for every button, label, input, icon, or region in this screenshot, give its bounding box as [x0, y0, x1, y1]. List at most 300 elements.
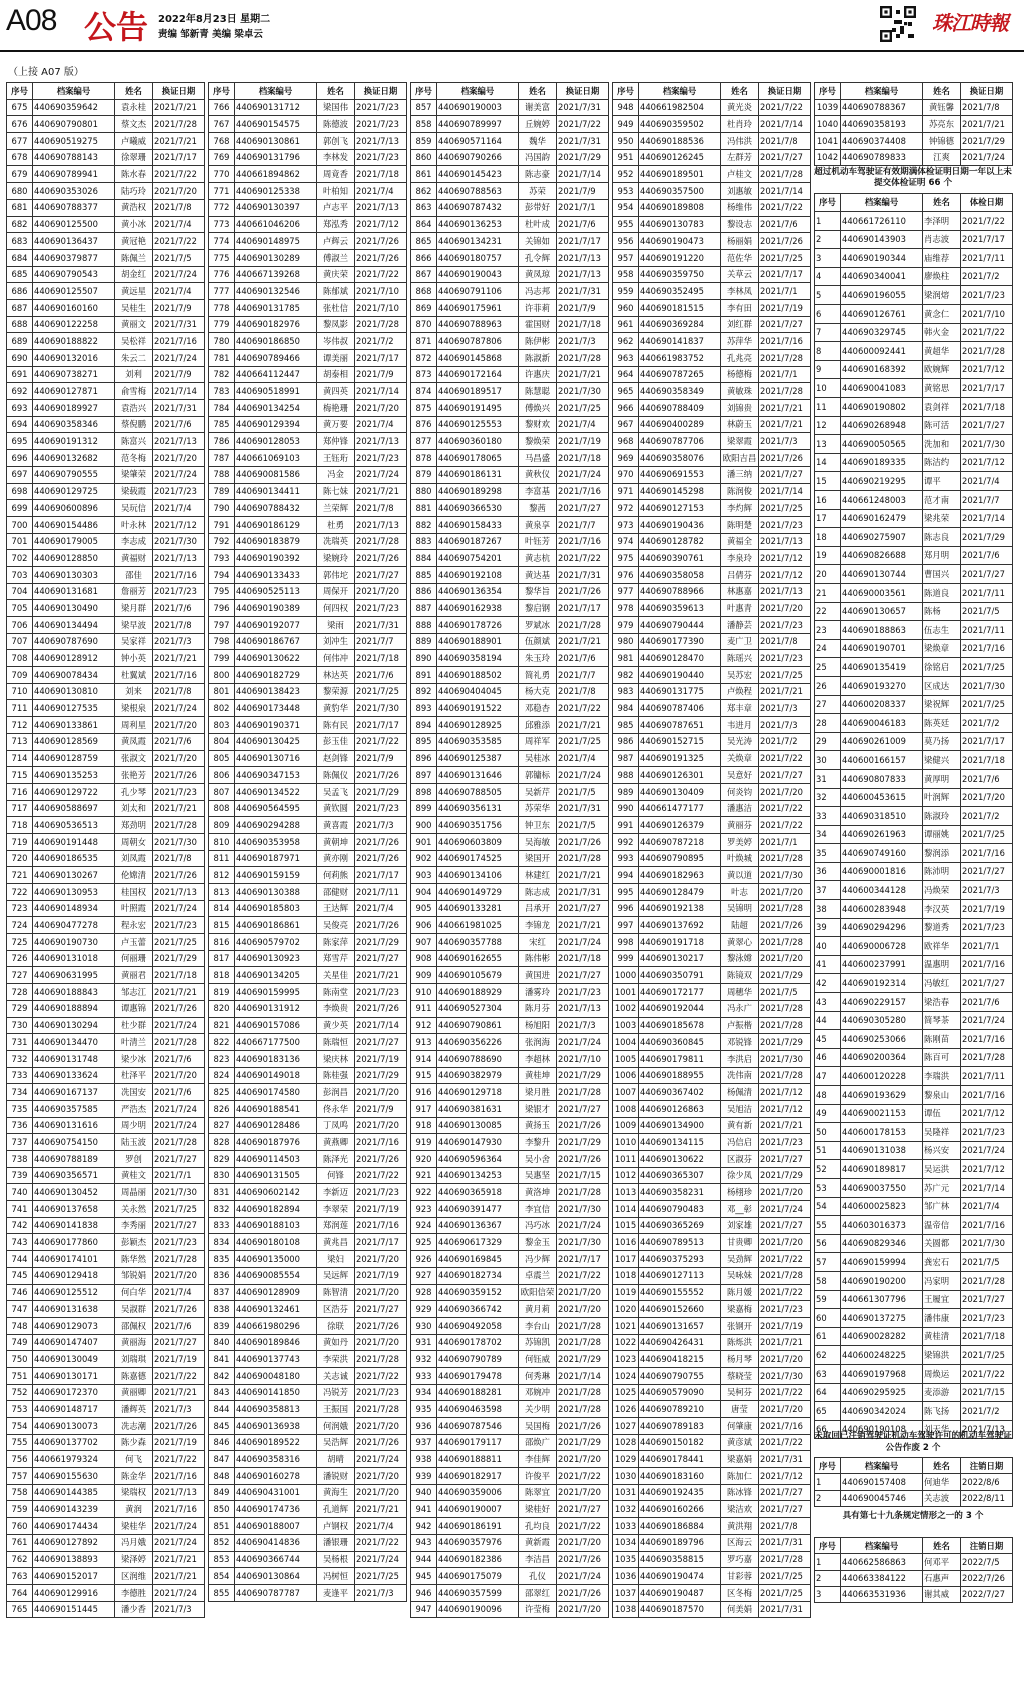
- row-name: 邓婉冲: [519, 1384, 557, 1401]
- row-file-number: 440690366742: [437, 1301, 519, 1318]
- table-row: [7, 416, 205, 433]
- table-row: [7, 750, 205, 767]
- row-date: 2021/7/12: [759, 1084, 811, 1101]
- row-seq: 898: [411, 783, 437, 800]
- row-date: 2021/7/21: [153, 133, 205, 150]
- row-seq: 883: [411, 533, 437, 550]
- row-name: 陈冰锋: [721, 1484, 759, 1501]
- row-name: 吴苏宏: [721, 667, 759, 684]
- row-file-number: 440690379877: [33, 249, 115, 266]
- row-date: 2021/7/13: [153, 884, 205, 901]
- table-row: [411, 750, 609, 767]
- row-date: 2021/7/17: [557, 1251, 609, 1268]
- row-seq: 910: [411, 984, 437, 1001]
- row-name: 黄浩权: [115, 199, 153, 216]
- row-file-number: 440690141837: [639, 333, 721, 350]
- row-file-number: 440690114503: [235, 1151, 317, 1168]
- table-row: [7, 233, 205, 250]
- row-file-number: 440690133861: [33, 717, 115, 734]
- column-header: 序号: [411, 83, 437, 100]
- row-file-number: 440690754150: [33, 1134, 115, 1151]
- table-row: [209, 266, 407, 283]
- table-row: [7, 1251, 205, 1268]
- row-file-number: 440690129722: [33, 783, 115, 800]
- row-name: 黎焕荣: [519, 433, 557, 450]
- row-file-number: 440690790266: [437, 149, 519, 166]
- table-row: [209, 633, 407, 650]
- row-date: 2021/7/25: [759, 1584, 811, 1601]
- table-row: [209, 283, 407, 300]
- row-seq: 1019: [613, 1284, 639, 1301]
- row-date: 2021/7/26: [153, 767, 205, 784]
- row-name: 丘婉婷: [519, 116, 557, 133]
- table-row: [815, 1346, 1013, 1365]
- row-date: 2021/7/19: [355, 1050, 407, 1067]
- row-file-number: 440690188929: [437, 984, 519, 1001]
- table-row: [815, 116, 1013, 133]
- row-seq: 716: [7, 783, 33, 800]
- row-file-number: 440690147407: [33, 1334, 115, 1351]
- table-row: [411, 733, 609, 750]
- row-seq: 717: [7, 800, 33, 817]
- row-name: 李宜信: [519, 1201, 557, 1218]
- row-date: 2021/7/20: [557, 1301, 609, 1318]
- table-row: [209, 116, 407, 133]
- row-file-number: 440690754201: [437, 550, 519, 567]
- table-header-row: [613, 83, 811, 100]
- row-seq: 835: [209, 1251, 235, 1268]
- row-seq: 1013: [613, 1184, 639, 1201]
- table-row: [613, 750, 811, 767]
- row-seq: 921: [411, 1167, 437, 1184]
- row-date: 2021/7/17: [355, 350, 407, 367]
- row-date: 2021/7/17: [355, 717, 407, 734]
- table-row: [411, 717, 609, 734]
- table-row: [411, 1134, 609, 1151]
- row-name: 何邓平: [923, 1554, 961, 1570]
- table-row: [815, 1104, 1013, 1123]
- table-row: [7, 733, 205, 750]
- row-seq: 28: [815, 714, 841, 733]
- row-file-number: 440690268948: [841, 416, 923, 435]
- row-date: 2021/7/16: [557, 533, 609, 550]
- row-seq: 1001: [613, 984, 639, 1001]
- row-seq: 1031: [613, 1484, 639, 1501]
- table-row: [7, 500, 205, 517]
- row-file-number: 440690190436: [639, 516, 721, 533]
- row-file-number: 440690136253: [437, 216, 519, 233]
- table-row: [411, 900, 609, 917]
- row-seq: 789: [209, 483, 235, 500]
- row-date: 2021/7/25: [961, 1346, 1013, 1365]
- row-name: 杜翼斌: [115, 667, 153, 684]
- row-file-number: 440690132016: [33, 350, 115, 367]
- row-seq: 687: [7, 299, 33, 316]
- row-seq: 876: [411, 416, 437, 433]
- table-row: [613, 116, 811, 133]
- row-file-number: 440690134106: [437, 867, 519, 884]
- table-row: [209, 833, 407, 850]
- column-header: 序号: [209, 83, 235, 100]
- row-date: 2021/7/18: [355, 650, 407, 667]
- row-seq: 722: [7, 884, 33, 901]
- table-row: [613, 950, 811, 967]
- table-row: [411, 934, 609, 951]
- row-seq: 41: [815, 955, 841, 974]
- row-date: 2021/7/8: [961, 99, 1013, 116]
- row-name: 冯家明: [923, 1271, 961, 1290]
- row-file-number: 440661477177: [639, 800, 721, 817]
- row-date: 2021/7/21: [153, 1384, 205, 1401]
- row-file-number: 440690135253: [33, 767, 115, 784]
- row-file-number: 440690135000: [235, 1251, 317, 1268]
- row-date: 2021/7/16: [961, 1030, 1013, 1049]
- row-file-number: 440661726110: [841, 212, 923, 231]
- row-seq: 1002: [613, 1000, 639, 1017]
- row-file-number: 440690183879: [235, 533, 317, 550]
- row-file-number: 440690182976: [235, 316, 317, 333]
- row-seq: 683: [7, 233, 33, 250]
- row-file-number: 440600237991: [841, 955, 923, 974]
- table-row: [411, 516, 609, 533]
- row-seq: 707: [7, 633, 33, 650]
- row-seq: 47: [815, 1067, 841, 1086]
- row-date: 2021/7/31: [759, 1601, 811, 1618]
- column-header: 换证日期: [153, 83, 205, 100]
- row-file-number: 440690149729: [437, 884, 519, 901]
- table-row: [411, 1518, 609, 1535]
- row-name: 冯信启: [721, 1134, 759, 1151]
- row-file-number: 440690182386: [437, 1551, 519, 1568]
- row-date: 2021/7/17: [153, 149, 205, 166]
- table-row: [815, 1383, 1013, 1402]
- row-seq: 947: [411, 1601, 437, 1618]
- row-name: 关志诚: [317, 1367, 355, 1384]
- row-date: 2021/7/13: [355, 199, 407, 216]
- row-date: 2021/7/17: [961, 379, 1013, 398]
- row-file-number: 440661982504: [639, 99, 721, 116]
- row-file-number: 440690186191: [437, 1518, 519, 1535]
- row-seq: 974: [613, 533, 639, 550]
- table-row: [7, 1034, 205, 1051]
- table-row: [7, 1017, 205, 1034]
- table-row: [613, 867, 811, 884]
- row-seq: 733: [7, 1067, 33, 1084]
- row-file-number: 440690197968: [841, 1364, 923, 1383]
- row-date: 2021/7/29: [153, 950, 205, 967]
- row-name: 吴隆祥: [923, 1123, 961, 1142]
- table-row: [613, 149, 811, 166]
- table-header-row: [209, 83, 407, 100]
- row-name: 冯树恒: [317, 1568, 355, 1585]
- table-row: [209, 400, 407, 417]
- row-seq: 681: [7, 199, 33, 216]
- row-file-number: 440661307796: [841, 1290, 923, 1309]
- row-file-number: 440690426431: [639, 1334, 721, 1351]
- row-name: 潘雾玲: [519, 984, 557, 1001]
- table-row: [7, 1418, 205, 1435]
- row-seq: 711: [7, 700, 33, 717]
- table-row: [613, 400, 811, 417]
- row-date: 2021/7/30: [355, 700, 407, 717]
- table-row: [815, 1178, 1013, 1197]
- table-row: [209, 99, 407, 116]
- table-row: [613, 133, 811, 150]
- row-name: 陈志良: [923, 528, 961, 547]
- table-row: [411, 249, 609, 266]
- row-date: 2021/7/23: [759, 617, 811, 634]
- table-row: [209, 1484, 407, 1501]
- row-date: 2021/7/17: [961, 230, 1013, 249]
- row-name: 林蔚玉: [721, 416, 759, 433]
- row-date: 2021/7/29: [355, 783, 407, 800]
- row-file-number: 440690132461: [235, 1301, 317, 1318]
- row-file-number: 440690134494: [33, 617, 115, 634]
- table-row: [815, 900, 1013, 919]
- row-file-number: 440667139268: [235, 266, 317, 283]
- row-file-number: 440690789466: [235, 350, 317, 367]
- row-seq: 879: [411, 466, 437, 483]
- row-date: 2021/7/26: [355, 1151, 407, 1168]
- table-row: [209, 984, 407, 1001]
- row-date: 2021/7/11: [355, 884, 407, 901]
- row-date: 2021/7/24: [759, 1201, 811, 1218]
- row-seq: 65: [815, 1402, 841, 1421]
- table-row: [815, 230, 1013, 249]
- row-file-number: 440690340041: [841, 267, 923, 286]
- table-row: [7, 216, 205, 233]
- row-file-number: 440690154486: [33, 516, 115, 533]
- row-file-number: 440690353585: [437, 733, 519, 750]
- issue-date: 2022年8月23日 星期二: [158, 14, 271, 25]
- row-seq: 822: [209, 1034, 235, 1051]
- row-name: 谭平: [923, 472, 961, 491]
- row-file-number: 440690365918: [437, 1184, 519, 1201]
- row-name: 陈淑玲: [923, 807, 961, 826]
- table-row: [613, 199, 811, 216]
- table-row: [7, 934, 205, 951]
- row-name: 卢振楷: [721, 1017, 759, 1034]
- row-file-number: 440690790789: [437, 1351, 519, 1368]
- row-name: 谭丽姚: [923, 825, 961, 844]
- table-row: [209, 667, 407, 684]
- row-name: 黄扬玉: [519, 1117, 557, 1134]
- row-name: 陈沛明: [923, 862, 961, 881]
- row-date: 2021/7/18: [557, 450, 609, 467]
- row-name: 李德胜: [115, 1584, 153, 1601]
- row-date: 2021/7/4: [355, 1518, 407, 1535]
- row-seq: 775: [209, 249, 235, 266]
- row-seq: 957: [613, 249, 639, 266]
- row-file-number: 440690126863: [639, 1100, 721, 1117]
- row-file-number: 440690431001: [235, 1484, 317, 1501]
- row-file-number: 440690536513: [33, 817, 115, 834]
- table-row: [7, 1434, 205, 1451]
- row-name: 程永宏: [115, 917, 153, 934]
- row-file-number: 440690128470: [639, 650, 721, 667]
- row-seq: 839: [209, 1317, 235, 1334]
- row-seq: 954: [613, 199, 639, 216]
- row-seq: 20: [815, 565, 841, 584]
- table-row: [613, 1234, 811, 1251]
- table-row: [209, 1084, 407, 1101]
- table-row: [613, 1418, 811, 1435]
- row-name: 杨旭阳: [519, 1017, 557, 1034]
- row-name: 陈百可: [923, 1048, 961, 1067]
- row-name: 吴淑群: [115, 1301, 153, 1318]
- table-row: [7, 483, 205, 500]
- row-name: 何飞: [115, 1451, 153, 1468]
- row-name: 陈富兴: [115, 433, 153, 450]
- row-name: 潘锐财: [317, 1468, 355, 1485]
- table-row: [411, 1534, 609, 1551]
- row-date: 2021/7/24: [557, 1568, 609, 1585]
- row-name: 何润娥: [317, 1418, 355, 1435]
- row-file-number: 440690145423: [437, 166, 519, 183]
- table-row: [613, 984, 811, 1001]
- row-name: 何炎钧: [721, 783, 759, 800]
- row-file-number: 440690130490: [33, 600, 115, 617]
- row-file-number: 440690787265: [639, 366, 721, 383]
- row-file-number: 440690188502: [437, 667, 519, 684]
- row-date: 2021/7/27: [759, 1484, 811, 1501]
- row-date: 2021/7/8: [153, 199, 205, 216]
- table-row: [411, 199, 609, 216]
- row-date: 2021/7/16: [961, 639, 1013, 658]
- row-date: 2021/7/20: [355, 1084, 407, 1101]
- table-row: [209, 934, 407, 951]
- table-row: [209, 1201, 407, 1218]
- row-seq: 675: [7, 99, 33, 116]
- row-file-number: 440690130397: [235, 199, 317, 216]
- row-date: 2021/7/20: [153, 717, 205, 734]
- table-row: [613, 884, 811, 901]
- row-file-number: 440690219295: [841, 472, 923, 491]
- row-file-number: 440690046183: [841, 714, 923, 733]
- row-seq: 785: [209, 416, 235, 433]
- row-date: 2021/7/24: [355, 1451, 407, 1468]
- row-name: 吴桂生: [115, 299, 153, 316]
- row-date: 2021/7/30: [961, 1234, 1013, 1253]
- table-row: [815, 751, 1013, 770]
- row-file-number: 440690596364: [437, 1151, 519, 1168]
- row-name: 佟永华: [317, 1100, 355, 1117]
- row-seq: 760: [7, 1518, 33, 1535]
- row-name: 黄庆荣: [317, 266, 355, 283]
- row-file-number: 440600025823: [841, 1197, 923, 1216]
- table-row: [411, 233, 609, 250]
- row-date: 2021/7/21: [153, 650, 205, 667]
- table-row: [411, 1201, 609, 1218]
- row-date: 2021/7/5: [961, 1253, 1013, 1272]
- row-date: 2021/7/28: [557, 850, 609, 867]
- row-name: 吕承开: [519, 900, 557, 917]
- row-date: 2021/7/21: [557, 917, 609, 934]
- row-date: 2021/7/6: [153, 1050, 205, 1067]
- row-file-number: 440661980296: [235, 1317, 317, 1334]
- table-row: [209, 783, 407, 800]
- column-header: 档案编号: [841, 1458, 923, 1474]
- table-row: [7, 1284, 205, 1301]
- row-date: 2021/7/20: [355, 583, 407, 600]
- row-seq: 5: [815, 286, 841, 305]
- row-name: 梁肇荣: [115, 466, 153, 483]
- row-name: 陈淑新: [519, 350, 557, 367]
- row-date: 2021/7/19: [355, 1201, 407, 1218]
- row-seq: 713: [7, 733, 33, 750]
- row-file-number: 440690790861: [437, 1017, 519, 1034]
- row-date: 2021/7/7: [355, 633, 407, 650]
- row-name: 范佐华: [721, 249, 759, 266]
- row-seq: 1032: [613, 1501, 639, 1518]
- table-row: [209, 1384, 407, 1401]
- row-file-number: 440690130622: [639, 1151, 721, 1168]
- row-date: 2021/7/21: [759, 400, 811, 417]
- row-seq: 932: [411, 1351, 437, 1368]
- row-file-number: 440690131638: [33, 1301, 115, 1318]
- table-row: [7, 1334, 205, 1351]
- table-row: [411, 800, 609, 817]
- table-row: [613, 366, 811, 383]
- row-date: 2021/7/28: [759, 1551, 811, 1568]
- row-name: 卢焕程: [721, 683, 759, 700]
- row-name: 张艳芳: [115, 767, 153, 784]
- row-file-number: 440600248225: [841, 1346, 923, 1365]
- row-name: 陈志豪: [519, 166, 557, 183]
- row-file-number: 440690477278: [33, 917, 115, 934]
- row-name: 黄丽文: [115, 316, 153, 333]
- row-date: 2021/7/14: [759, 116, 811, 133]
- table-row: [613, 1100, 811, 1117]
- row-seq: 48: [815, 1086, 841, 1105]
- table-row: [613, 967, 811, 984]
- row-seq: 779: [209, 316, 235, 333]
- row-seq: 935: [411, 1401, 437, 1418]
- row-date: 2021/7/26: [759, 233, 811, 250]
- row-seq: 64: [815, 1383, 841, 1402]
- row-date: 2021/7/22: [557, 700, 609, 717]
- row-date: 2021/7/31: [759, 1534, 811, 1551]
- row-date: 2021/7/8: [759, 633, 811, 650]
- row-file-number: 440690131657: [639, 1317, 721, 1334]
- table-row: [411, 1234, 609, 1251]
- row-seq: 878: [411, 450, 437, 467]
- row-name: 吴浩辉: [317, 1434, 355, 1451]
- row-name: 陈佩仪: [317, 767, 355, 784]
- table-row: [209, 817, 407, 834]
- row-seq: 1039: [815, 99, 841, 116]
- row-date: 2021/7/3: [557, 1017, 609, 1034]
- row-date: 2021/7/13: [557, 1000, 609, 1017]
- row-file-number: 440690788563: [437, 183, 519, 200]
- row-name: 吴锦明: [721, 900, 759, 917]
- row-name: 陈瑞恒: [317, 1034, 355, 1051]
- row-name: 陈翠宜: [519, 1484, 557, 1501]
- row-seq: 977: [613, 583, 639, 600]
- row-seq: 802: [209, 700, 235, 717]
- table-row: [411, 617, 609, 634]
- row-date: 2021/7/30: [961, 676, 1013, 695]
- row-seq: 807: [209, 783, 235, 800]
- table-row: [815, 491, 1013, 510]
- row-seq: 708: [7, 650, 33, 667]
- article79-section-table: [814, 1537, 1013, 1603]
- table-row: [7, 1584, 205, 1601]
- row-file-number: 440690125387: [437, 750, 519, 767]
- row-file-number: 440690791106: [437, 283, 519, 300]
- row-name: 李志成: [115, 533, 153, 550]
- row-file-number: 440690152660: [639, 1301, 721, 1318]
